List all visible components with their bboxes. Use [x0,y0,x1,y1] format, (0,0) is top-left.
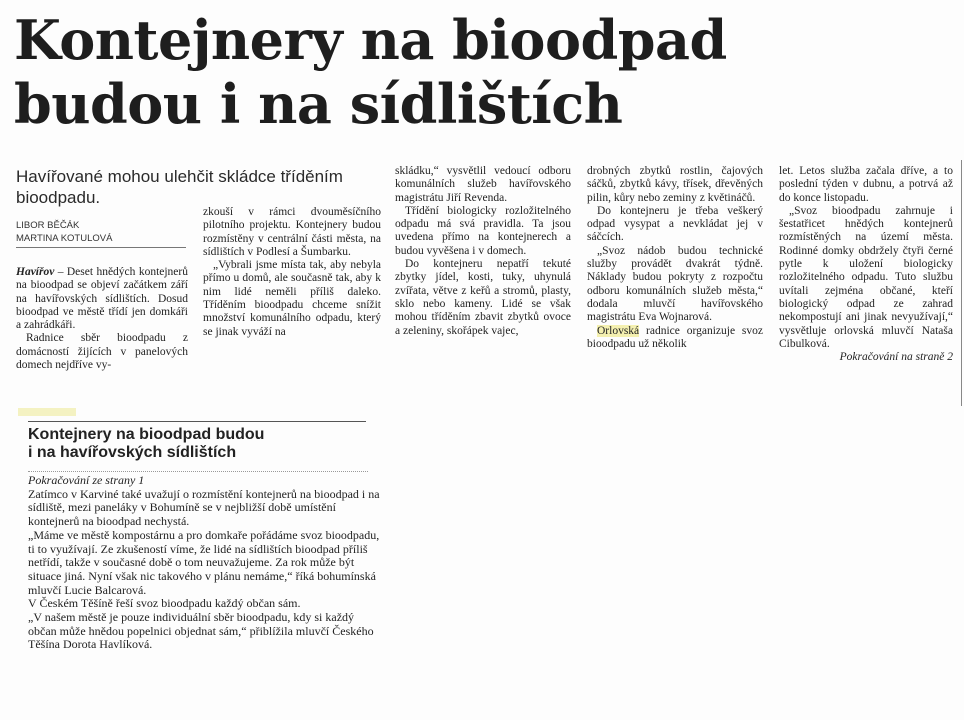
continuation-article [14,408,414,716]
lead-paragraph: Havířov – Deset hnědých kontejnerů na bioodpad se objeví začátkem září na havířovských sídlištích. Dosud bioodpad ve městě třídí jen domkáři a zahrádkáři. [16,266,188,332]
continuation-body [28,474,380,652]
author-2: MARTINA KOTULOVÁ [16,233,113,244]
paragraph: Do kontejneru je třeba veškerý odpad vysypat a nevkládat jej v sáčcích. [587,204,763,244]
column-1 [16,266,188,402]
right-edge-rule [961,160,962,406]
paragraph: „Svoz bioodpadu zahrnuje i šestatřicet hnědých kontejnerů rozmístěných na území města. Rodinné domky obdržely čtyři černé pytle k uložení biologicky rozložitelného odpadu. Tuto službu uvítali zejména občané, kteří biologický odpad ze zahrad nekompostují ani jinak nevyužívají,“ vysvětluje orlovská mluvčí Nataša Cibulková. [779,204,953,350]
paragraph: Radnice sběr bioodpadu z domácností žijících v panelových domech nejdříve vy- [16,332,188,372]
column-5 [779,165,953,402]
column-2 [203,206,381,402]
continued-from-note: Pokračování ze strany 1 [28,473,145,487]
top-rule [28,421,366,422]
paragraph: „Svoz nádob budou technické služby provádět dvakrát týdně. Náklady budou pokryty z rozpočtu odboru komunálních služeb města,“ dodala mluvčí havířovského magistrátu Eva Wojnarová. [587,244,763,324]
continued-on-note: Pokračování na straně 2 [839,351,953,364]
paragraph: Zatímco v Karviné také uvažují o rozmístění kontejnerů na bioodpad i na sídliště, mezi paneláky v Bohumíně se v nejbližší době umístění kontejnerů na bioodpad nechystá. [28,486,380,529]
paragraph: let. Letos služba začala dříve, a to poslední týden v dubnu, a potrvá až do konce listopadu. [779,165,953,204]
continuation-headline-line-1: Kontejnery na bioodpad budou [28,426,265,443]
author-1: LIBOR BĚČÁK [16,220,80,231]
paragraph: Do kontejneru nepatří tekuté zbytky jídel, kosti, tuky, uhynulá zvířata, větve z keřů a stromů, plasty, sklo nebo kameny. Lidé se však mohou tříděním zbavit zbytků ovoce a zeleniny, skořápek vajec, [395,258,571,337]
headline-line-2: budou i na sídlištích [14,72,623,136]
headline-line-1: Kontejnery na bioodpad [14,8,727,72]
column-3 [395,165,571,402]
paragraph: drobných zbytků rostlin, čajových sáčků, zbytků kávy, třísek, dřevěných pilin, kůry nebo zeminy z květináčů. [587,165,763,204]
paragraph: „Vybrali jsme místa tak, aby nebyla přímo u domů, ale současně tak, aby k nim lidé neměli příliš daleko. Tříděním bioodpadu chceme snížit množství komunálního odpadu, který se jinak vyváží na [203,259,381,338]
highlighted-word: Orlovská [597,324,640,337]
paragraph: V Českém Těšíně řeší svoz bioodpadu každý občan sám. [28,596,301,611]
section-marker [18,408,76,416]
headline [14,8,954,136]
paragraph: Orlovská radnice organizuje svoz bioodpadu už několik [587,324,763,350]
continuation-headline-line-2: i na havířovských sídlištích [28,444,237,461]
paragraph: skládku,“ vysvětlil vedoucí odboru komunálních služeb havířovského magistrátu Jiří Revenda. [395,165,571,204]
continuation-headline [28,426,368,462]
paragraph: „Máme ve městě kompostárnu a pro domkaře pořádáme svoz bioodpadu, ti to využívají. Ze zkušeností víme, že lidé na sídlištích bioodpad příliš netřídí, takže v současné době o tom neuvažujeme. Za rok může být situace jiná. Nyní však nic takového v plánu nemáme,“ říká bohumínská mluvčí Lucie Balcarová. [28,527,380,597]
dotted-divider [28,471,368,472]
subtitle: Havířované mohou ulehčit skládce tříděním bioodpadu. [16,167,343,207]
dateline-place: Havířov [16,266,55,278]
byline [16,219,186,248]
column-4 [587,165,763,402]
paragraph: Třídění biologicky rozložitelného odpadu má svá pravidla. Ta jsou uvedena přímo na kontejnerech a budou vyvěšena i v domech. [395,204,571,257]
paragraph: zkouší v rámci dvouměsíčního pilotního projektu. Kontejnery budou rozmístěny v centrální části města, na sídlištích v Podlesí a Šumbarku. [203,206,381,258]
paragraph: „V našem městě je pouze individuální sběr bioodpadu, kdy si každý občan může hnědou popelnici objednat sám,“ přiblížila mluvčí Českého Těšína Dorota Havlíková. [28,610,374,652]
